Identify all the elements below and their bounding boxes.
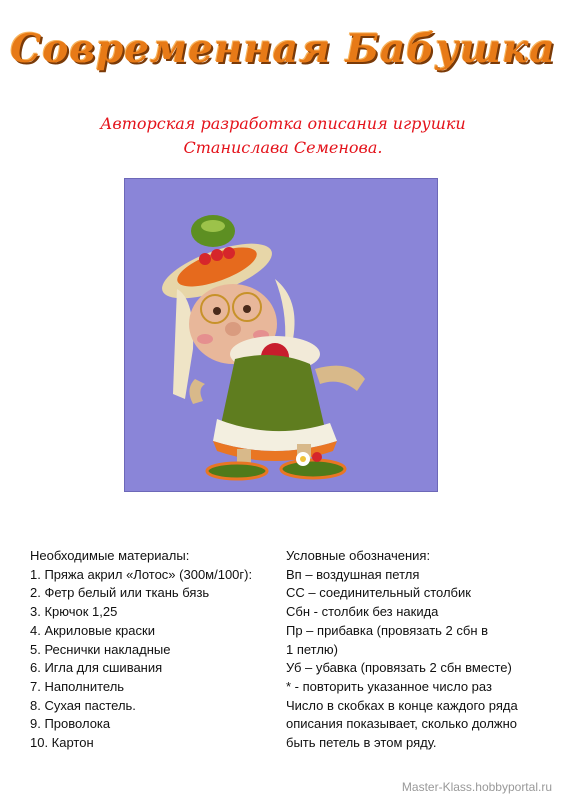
author-credit-line-2: Станислава Семенова. xyxy=(183,138,383,157)
legend-item: Число в скобках в конце каждого ряда xyxy=(286,697,518,713)
legend-item: СС – соединительный столбик xyxy=(286,585,471,601)
materials-list xyxy=(30,547,280,753)
materials-heading: Необходимые материалы: xyxy=(30,548,190,563)
materials-item: 3. Крючок 1,25 xyxy=(30,604,118,620)
legend-heading: Условные обозначения: xyxy=(286,548,431,563)
materials-item: 10. Картон xyxy=(30,735,94,751)
legend-item: Пр – прибавка (провязать 2 сбн в xyxy=(286,622,489,638)
materials-item: 4. Акриловые краски xyxy=(30,622,155,638)
legend-list xyxy=(286,547,556,753)
crochet-doll-illustration xyxy=(125,179,437,491)
legend-item: Вп – воздушная петля xyxy=(286,566,420,582)
legend-item: Сбн - столбик без накида xyxy=(286,604,439,620)
materials-item: 2. Фетр белый или ткань бязь xyxy=(30,585,210,601)
legend-item: быть петель в этом ряду. xyxy=(286,735,437,751)
materials-item: 8. Сухая пастель. xyxy=(30,697,136,713)
legend-item: Уб – убавка (провязать 2 сбн вместе) xyxy=(286,660,512,676)
materials-item: 1. Пряжа акрил «Лотос» (300м/100г): xyxy=(30,566,253,582)
site-url-footer: Master-Klass.hobbyportal.ru xyxy=(401,780,552,794)
legend-item: описания показывает, сколько должно xyxy=(286,716,518,732)
page-title: Современная Бабушка xyxy=(10,26,556,72)
materials-item: 6. Игла для сшивания xyxy=(30,660,163,676)
doll-photo xyxy=(124,178,438,492)
materials-item: 9. Проволока xyxy=(30,716,111,732)
legend-item: 1 петлю) xyxy=(286,641,339,657)
author-credit xyxy=(60,112,506,160)
materials-item: 5. Реснички накладные xyxy=(30,641,171,657)
materials-item: 7. Наполнитель xyxy=(30,678,125,694)
legend-item: * - повторить указанное число раз xyxy=(286,678,492,694)
author-credit-line-1: Авторская разработка описания игрушки xyxy=(100,114,466,133)
